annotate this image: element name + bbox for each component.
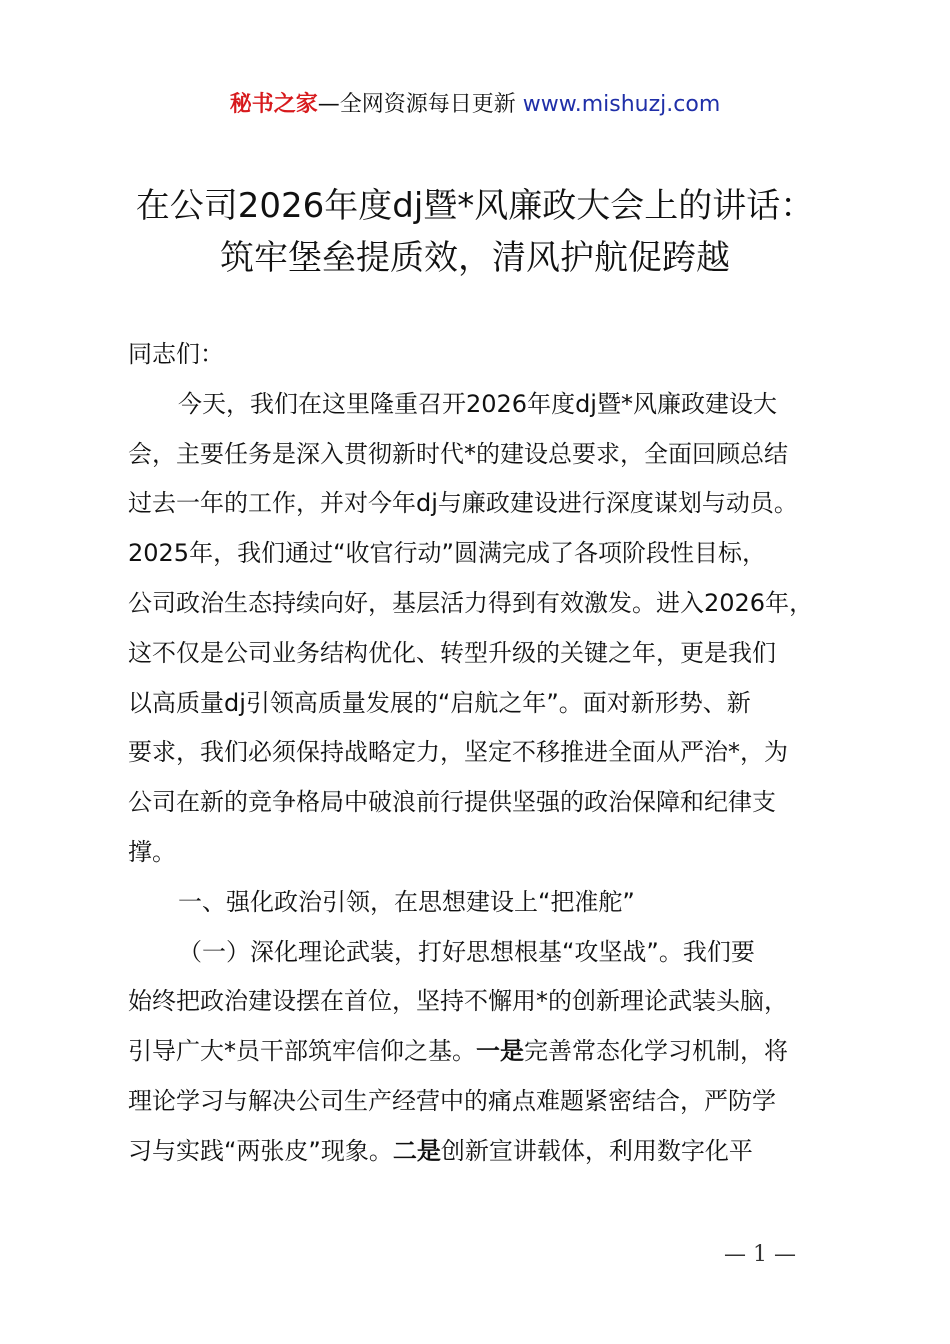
- para2-text: 完善常态化学习机制，将: [524, 1037, 788, 1066]
- document-body: [128, 330, 834, 1177]
- section-heading-1: 一、强化政治引领，在思想建设上“把准舵”: [178, 887, 635, 916]
- para2-line: [128, 1027, 834, 1077]
- title-line-1: 在公司2026年度dj暨*风廉政大会上的讲话：: [135, 186, 815, 226]
- para2-text: 创新宣讲载体，利用数字化平: [440, 1136, 753, 1165]
- para2-line: 始终把政治建设摆在首位，坚持不懈用*的创新理论武装头脑，: [128, 987, 788, 1016]
- para2-text: 引导广大*员干部筑牢信仰之基。: [128, 1037, 476, 1066]
- para1-line: 今天，我们在这里隆重召开2026年度dj暨*风廉政建设大: [178, 389, 777, 418]
- para2-line: [128, 1127, 834, 1177]
- para2-text: 习与实践“两张皮”现象。: [128, 1136, 393, 1165]
- para1-line: 会，主要任务是深入贯彻新时代*的建设总要求，全面回顾总结: [128, 439, 788, 468]
- document-title: [60, 180, 890, 284]
- page-number: — 1 —: [724, 1242, 796, 1267]
- header-slogan: —全网资源每日更新: [317, 92, 523, 117]
- para2-line: 理论学习与解决公司生产经营中的痛点难题紧密结合，严防学: [128, 1086, 776, 1115]
- brand-name: 秘书之家: [229, 92, 318, 117]
- para1-line: 2025年，我们通过“收官行动”圆满完成了各项阶段性目标，: [128, 539, 766, 568]
- para1-line: 这不仅是公司业务结构优化、转型升级的关键之年，更是我们: [128, 638, 776, 667]
- bold-marker-second: 二是: [392, 1136, 441, 1165]
- para1-line: 公司在新的竞争格局中破浪前行提供坚强的政治保障和纪律支: [128, 788, 776, 817]
- para1-line: 要求，我们必须保持战略定力，坚定不移推进全面从严治*，为: [128, 738, 788, 767]
- site-header: [0, 88, 950, 122]
- title-line-2: 筑牢堡垒提质效，清风护航促跨越: [220, 238, 730, 278]
- para1-line: 公司政治生态持续向好，基层活力得到有效激发。进入2026年，: [128, 588, 814, 617]
- para2-line: （一）深化理论武装，打好思想根基“攻坚战”。我们要: [178, 937, 755, 966]
- para1-line: 过去一年的工作，并对今年dj与廉政建设进行深度谋划与动员。: [128, 489, 798, 518]
- para1-line: 撑。: [128, 837, 176, 866]
- para1-line: 以高质量dj引领高质量发展的“启航之年”。面对新形势、新: [128, 688, 751, 717]
- bold-marker-first: 一是: [476, 1037, 524, 1066]
- header-url-link[interactable]: www.mishuzj.com: [522, 92, 721, 117]
- salutation: 同志们：: [128, 340, 224, 368]
